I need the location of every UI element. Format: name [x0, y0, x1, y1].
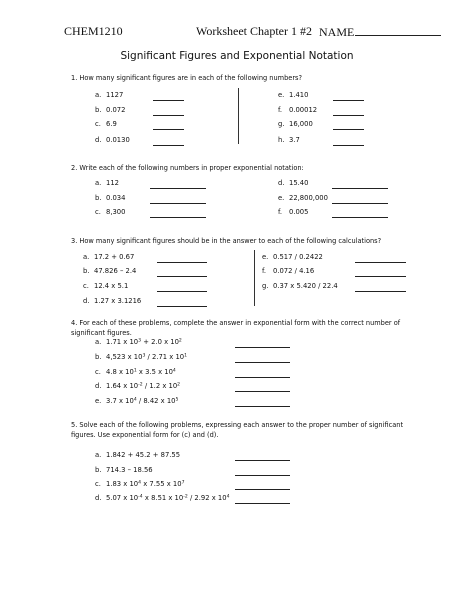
q2-item: c. 8,300 [95, 208, 126, 216]
answer-blank[interactable] [157, 276, 207, 277]
answer-blank[interactable] [235, 362, 290, 363]
answer-blank[interactable] [235, 489, 290, 490]
name-label: NAME [319, 25, 355, 39]
q3-item: c. 12.4 x 5.1 [83, 282, 129, 290]
answer-blank[interactable] [153, 115, 184, 116]
answer-blank[interactable] [150, 188, 206, 189]
answer-blank[interactable] [333, 115, 364, 116]
q1-item: b. 0.072 [95, 106, 126, 114]
q5-item: a. 1.842 + 45.2 + 87.55 [95, 451, 181, 459]
q3-item: d. 1.27 x 3.1216 [83, 297, 142, 305]
question-3-prompt: 3. How many significant figures should be in the answer to each of the following calculations? [71, 237, 382, 245]
q4-item: d. 1.64 x $10^{-2} / 1.2$ x $10^2$ [95, 382, 181, 390]
q1-item: e. 1.410 [278, 91, 309, 99]
q5-item: c. 1.83 x $10^4$ x 7.55 x $10^7$ [95, 480, 185, 488]
column-divider [238, 88, 239, 144]
name-field [319, 24, 441, 40]
answer-blank[interactable] [150, 217, 206, 218]
q4-item: a. 1.71 x $10^3 + 2.0$ x $10^2$ [95, 338, 182, 346]
q3-item: f. 0.072 / 4.16 [262, 267, 315, 275]
answer-blank[interactable] [153, 129, 184, 130]
question-5-prompt: 5. Solve each of the following problems, expressing each answer to the proper number of significant figures. Use exponential form for (c) and (d). [71, 421, 404, 439]
q2-item: d. 15.40 [278, 179, 309, 187]
answer-blank[interactable] [157, 306, 207, 307]
q1-item: a. 1127 [95, 91, 124, 99]
q3-item: a. 17.2 + 0.67 [83, 253, 135, 261]
answer-blank[interactable] [153, 100, 184, 101]
answer-blank[interactable] [355, 262, 406, 263]
q1-item: c. 6.9 [95, 120, 117, 128]
answer-blank[interactable] [333, 100, 364, 101]
q2-item: a. 112 [95, 179, 119, 187]
q1-item: h. 3.7 [278, 136, 300, 144]
worksheet-title: Worksheet Chapter 1 #2 [196, 24, 313, 38]
answer-blank[interactable] [235, 391, 290, 392]
answer-blank[interactable] [333, 145, 364, 146]
answer-blank[interactable] [333, 129, 364, 130]
answer-blank[interactable] [332, 188, 388, 189]
q2-item: e. 22,800,000 [278, 194, 328, 202]
q1-item: g. 16,000 [278, 120, 313, 128]
q3-item: b. 47.826 – 2.4 [83, 267, 137, 275]
answer-blank[interactable] [355, 291, 406, 292]
answer-blank[interactable] [157, 291, 207, 292]
answer-blank[interactable] [355, 276, 406, 277]
answer-blank[interactable] [150, 203, 206, 204]
q3-item: g. 0.37 x 5.420 / 22.4 [262, 282, 338, 290]
q4-item: b. 4,523 x $10^3 / 2.71$ x $10^1$ [95, 353, 188, 361]
answer-blank[interactable] [235, 377, 290, 378]
question-2-prompt: 2. Write each of the following numbers in proper exponential notation: [71, 164, 304, 172]
answer-blank[interactable] [235, 475, 290, 476]
q1-item: d. 0.0130 [95, 136, 130, 144]
question-1-prompt: 1. How many significant figures are in each of the following numbers? [71, 74, 302, 82]
q4-item: e. 3.7 x $10^4 / 8.42$ x $10^5$ [95, 397, 179, 405]
answer-blank[interactable] [332, 203, 388, 204]
answer-blank[interactable] [332, 217, 388, 218]
q1-item: f. 0.00012 [278, 106, 318, 114]
q5-item: b. 714.3 – 18.56 [95, 466, 153, 474]
question-4-prompt: 4. For each of these problems, complete the answer in exponential form with the correct number of significant figures. [71, 319, 401, 337]
answer-blank[interactable] [235, 406, 290, 407]
q4-item: c. 4.8 x $10^1$ x 3.5 x $10^4$ [95, 368, 176, 376]
q2-item: b. 0.034 [95, 194, 126, 202]
answer-blank[interactable] [153, 145, 184, 146]
page-title: Significant Figures and Exponential Notation [120, 50, 354, 62]
answer-blank[interactable] [157, 262, 207, 263]
answer-blank[interactable] [235, 347, 290, 348]
course-code: CHEM1210 [64, 24, 123, 38]
column-divider [254, 250, 255, 306]
answer-blank[interactable] [235, 503, 290, 504]
q5-item: d. 5.07 x $10^{-4}$ x 8.51 x $10^{-2} / 2.92$ x $10^4$ [95, 494, 230, 502]
name-blank[interactable] [355, 24, 441, 36]
q3-item: e. 0.517 / 0.2422 [262, 253, 323, 261]
answer-blank[interactable] [235, 460, 290, 461]
q2-item: f. 0.005 [278, 208, 309, 216]
